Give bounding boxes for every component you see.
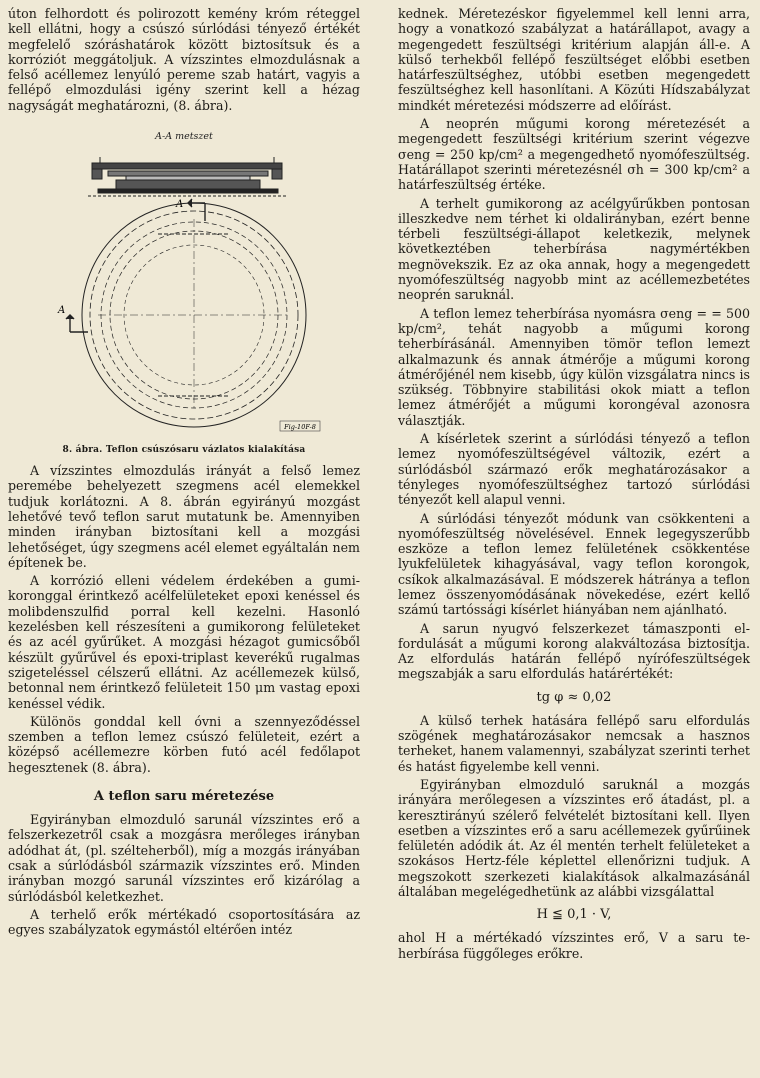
paragraph: A terhelő erők mértékadó csoportosítására az egyes szabályzatok egymástól eltérően intéz [8, 906, 360, 938]
paragraph: A neoprén műgumi korong méretezését a megengedett feszültségi kritérium szerint végezve σeng = 250 kp/cm² a megengedhető nyomófeszültség. Határállapot szerinti méretezésnél σh = 300 kp/cm² a határfeszültség értéke. [398, 116, 750, 193]
section-marker-top [188, 199, 205, 221]
marker-a-left: A [58, 305, 66, 317]
section-label: A-A metszet [155, 131, 213, 143]
paragraph: A terhelt gumikorong az acélgyűrűkben pontosan illeszkedve nem térhet ki oldalirányban, ezért benne térbeli feszültségi-állapot keletkezik, melynek következtében teherbírása nagymértékben megnövekszik. Ez az oka annak, hogy a megengedett nyomófeszültség nagyobb mint az acéllemezbetétes neoprén saruknál. [398, 195, 750, 303]
drawing-stamp: Fig-10F-8 [284, 423, 316, 432]
paragraph: A külső terhek hatására fellépő saru elfordulás szögének meghatározásakor nemcsak a hasznos terheket, hanem valamennyi, szabályzat szerinti terhet és hatást figyelembe kell venni. [398, 712, 750, 774]
section-heading: A teflon saru méretezése [93, 789, 275, 805]
paragraph: A korrózió elleni védelem érdekében a gumikoronggal érintkező acélfelületeket epoxi kenéssel és molibdenszulfid porral kell kezelni. Hasonló kezelésben kell részesíteni a gumikorong felületeket és az acél gyűrűket. A mozgási hézagot gumicsőből készült gyűrűvel és epoxi-triplast keverékű rugalmas szigeteléssel célszerű ellátni. Az acéllemezek külső, betonnal nem érintkező felületeit 150 μm vastag epoxi kenéssel védik. [8, 573, 360, 711]
paragraph: A sarun nyugvó felszerkezet támaszponti elfordulását a műgumi korong alakváltozása biztosítja. Az elfordulás határán fellépő nyírófeszültségek megszabják a saru elfordulás határértékét: [398, 620, 750, 682]
cross-section [88, 157, 288, 196]
formula-horizontal-force: H ≦ 0,1 · V, [536, 907, 612, 923]
paragraph: ahol H a mértékadó vízszintes erő, V a saru teherbírása függőleges erőkre. [398, 930, 750, 961]
paragraph: Különös gonddal kell óvni a szennyeződéssel szemben a teflon lemez csúszó felületeit, ezért a középső acéllemezre körben futó acél fedőlapot hegesztenek (8. ábra). [8, 713, 360, 775]
formula-rotation-limit: tg φ ≈ 0,02 [536, 689, 612, 705]
paragraph: Egyirányban elmozduló sarunál vízszintes erő a felszerkezetről csak a mozgásra merőleges irányban adódhat át, (pl. szélteherből), míg a mozgás irányában csak a súrlódásból származik vízszintes erő. Minden irányban mozgó sarunál vízszintes erő kizárólag a súrlódásból keletkezhet. [8, 812, 360, 904]
left-column [8, 6, 360, 940]
paragraph: A vízszintes elmozdulás irányát a felső lemez peremébe behelyezett szegmens acél elemekkel tudjuk korlátozni. A 8. ábrán egyirányú mozgást lehetővé tevő teflon sarut mutatunk be. Amennyiben minden irányban biztosítani kell a mozgási lehetőséget, úgy szegmens acél elemet egyáltalán nem építenek be. [8, 463, 360, 570]
right-column [398, 6, 750, 964]
paragraph: A teflon lemez teherbírása nyomásra σeng = = 500 kp/cm², tehát nagyobb a műgumi korong teherbírásánál. Amennyiben tömör teflon lemezt alkalmazunk és annak átmérője a műgumi korong átmérőjénél nem kisebb, úgy külön vizsgálatra nincs is szükség. Többnyire stabilitási okok miatt a teflon lemez átmérőjét a műgumi korongéval azonosra választják. [398, 305, 750, 428]
plan-view [82, 203, 306, 427]
figure-8 [8, 119, 360, 441]
figure-caption: 8. ábra. Teflon csúszósaru vázlatos kialakítása [62, 445, 306, 456]
teflon-bearing-drawing [8, 119, 360, 441]
paragraph: úton felhordott és polirozott kemény króm réteggel kell ellátni, hogy a csúszó súrlódási tényező értékét megfelelő szóráshatárok között biztosítsuk és a korróziót meggátoljuk. A vízszintes elmozdulásnak a felső acéllemez lenyúló pereme szab határt, vagyis a fellépő elmozdulási igény szerint kell a hézag nagyságát meghatározni, (8. ábra). [8, 6, 360, 113]
paragraph: kednek. Méretezéskor figyelemmel kell lenni arra, hogy a vonatkozó szabályzat a határállapot, avagy a megengedett feszültségi kritérium alapján áll-e. A külső terhekből fellépő feszültséget előbbi esetben határfeszültséghez, utóbbi esetben megengedett feszültséghez kell hasonlítani. A Közúti Hídszabályzat mindkét méretezési módszerre ad előírást. [398, 6, 750, 113]
marker-a-top: A [176, 199, 184, 211]
section-marker-left [66, 315, 88, 332]
paragraph: Egyirányban elmozduló saruknál a mozgás irányára merőlegesen a vízszintes erő átadást, pl. a keresztirányú szélerő felvételét biztosítani kell. Ilyen esetben a vízszintes erő a saru acéllemezek gyűrűinek felületén adódik át. Az él mentén terhelt felületeket a szokásos Hertz-féle képlettel ellenőrizni tudjuk. A megszokott szerkezeti kialakítások alkalmazásánál általában megelégedhetünk az alábbi vizsgálattal [398, 776, 750, 900]
paragraph: A kísérletek szerint a súrlódási tényező a teflon lemez nyomófeszültségével változik, ezért a súrlódásból származó erők meghatározásakor a tényleges nyomófeszültséghez tartozó súrlódási tényezőt kell alapul venni. [398, 431, 750, 508]
paragraph: A súrlódási tényezőt módunk van csökkenteni a nyomófeszültség növelésével. Ennek legegyszerűbb eszköze a teflon lemez felületének csökkentése lyukfelületek kihagyásával, vagy teflon korongok, csíkok alkalmazásával. E módszerek hátránya a teflon lemez összenyomódásának növekedése, ezért kellő számú tartóssági kísérlet hiányában nem ajánlható. [398, 510, 750, 618]
